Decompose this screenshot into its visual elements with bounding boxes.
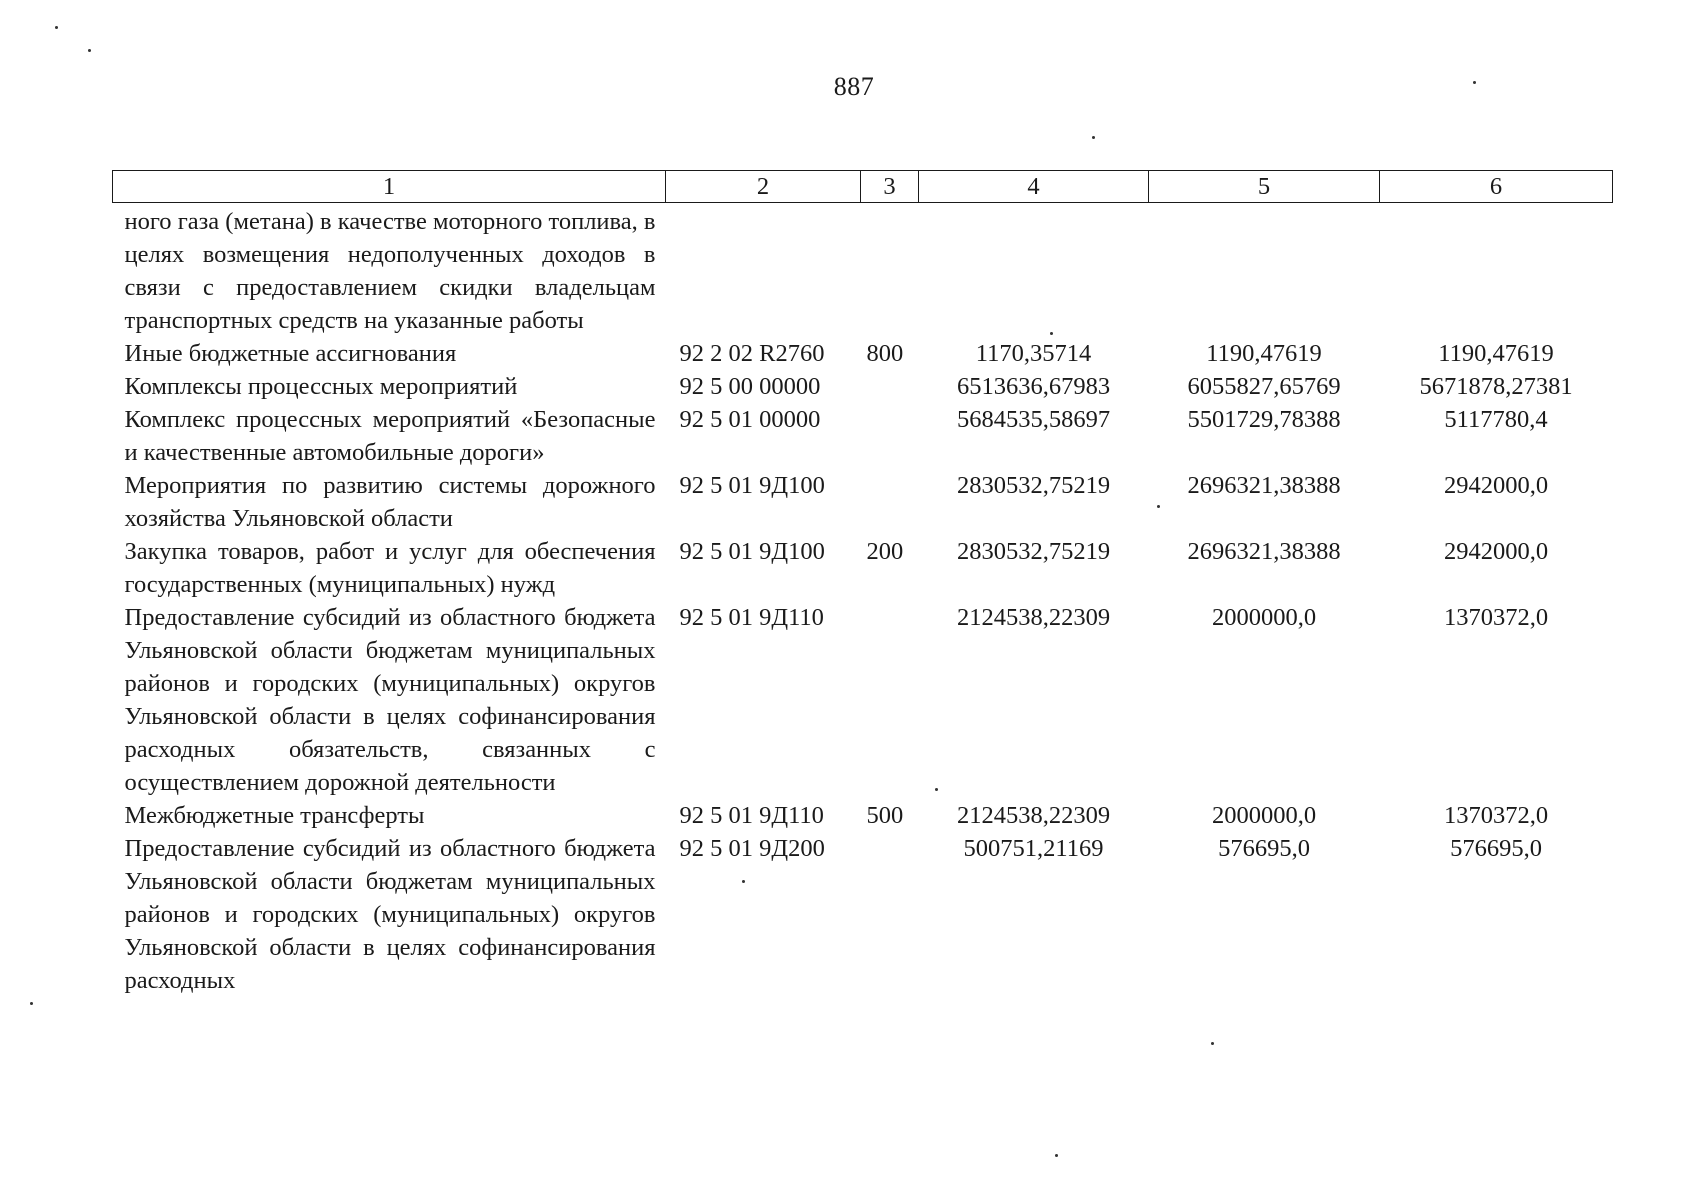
budget-table bbox=[112, 170, 1613, 997]
row-amount-col5 bbox=[1149, 203, 1380, 338]
scan-speck bbox=[742, 880, 745, 883]
row-amount-col5: 2696321,38388 bbox=[1187, 538, 1341, 565]
row-amount-col5: 2000000,0 bbox=[1211, 604, 1317, 631]
table-row bbox=[113, 370, 1613, 403]
row-code bbox=[666, 203, 861, 338]
scan-speck bbox=[935, 788, 938, 791]
table-row bbox=[113, 601, 1613, 799]
row-amount-col5: 2696321,38388 bbox=[1187, 472, 1341, 499]
row-amount-col5: 576695,0 bbox=[1218, 835, 1310, 862]
row-description: Иные бюджетные ассигнования bbox=[124, 340, 457, 367]
row-amount-col4: 2830532,75219 bbox=[956, 538, 1111, 565]
row-amount-col6: 5117780,4 bbox=[1444, 406, 1548, 433]
column-header: 3 bbox=[861, 171, 919, 203]
row-amount-col4: 5684535,58697 bbox=[956, 406, 1111, 433]
row-code: 92 5 01 9Д100 bbox=[679, 472, 825, 499]
row-amount-col4: 1170,35714 bbox=[975, 340, 1092, 367]
row-amount-col5: 2000000,0 bbox=[1211, 802, 1317, 829]
row-amount-col4 bbox=[919, 203, 1149, 338]
table-row bbox=[113, 469, 1613, 535]
row-description: Закупка товаров, работ и услуг для обеспечения государственных (муниципальных) нужд bbox=[124, 538, 656, 598]
row-amount-col6: 2942000,0 bbox=[1443, 472, 1549, 499]
scan-speck bbox=[1473, 81, 1476, 84]
row-expense-type bbox=[861, 370, 919, 403]
column-header: 5 bbox=[1149, 171, 1380, 203]
row-amount-col6: 1370372,0 bbox=[1443, 604, 1549, 631]
table-row bbox=[113, 203, 1613, 338]
row-amount-col5: 6055827,65769 bbox=[1187, 373, 1341, 400]
row-expense-type: 200 bbox=[866, 538, 904, 565]
scan-speck bbox=[1211, 1042, 1214, 1045]
scan-speck bbox=[1050, 332, 1053, 335]
row-amount-col5: 5501729,78388 bbox=[1187, 406, 1341, 433]
row-code: 92 5 01 9Д110 bbox=[679, 802, 824, 829]
row-expense-type bbox=[861, 601, 919, 799]
row-expense-type bbox=[861, 203, 919, 338]
row-amount-col6: 1370372,0 bbox=[1443, 802, 1549, 829]
table-row bbox=[113, 832, 1613, 997]
row-amount-col4: 2830532,75219 bbox=[956, 472, 1111, 499]
row-amount-col4: 2124538,22309 bbox=[956, 802, 1111, 829]
row-description: Мероприятия по развитию системы дорожного хозяйства Ульяновской области bbox=[124, 472, 656, 532]
row-description: Предоставление субсидий из областного бюджета Ульяновской области бюджетам муниципальных районов и городских (муниципальных) округов Ульяновской области в целях софинансирования расходных обязательств, связанных с осуществлением дорожной деятельности bbox=[124, 604, 656, 796]
table-row bbox=[113, 535, 1613, 601]
table-row bbox=[113, 799, 1613, 832]
row-code: 92 2 02 R2760 bbox=[679, 340, 825, 367]
row-amount-col6: 576695,0 bbox=[1450, 835, 1542, 862]
row-code: 92 5 01 9Д110 bbox=[679, 604, 824, 631]
column-header: 4 bbox=[919, 171, 1149, 203]
row-amount-col6: 5671878,27381 bbox=[1419, 373, 1573, 400]
column-header: 1 bbox=[113, 171, 666, 203]
row-expense-type: 800 bbox=[866, 340, 904, 367]
table-row bbox=[113, 337, 1613, 370]
row-amount-col6: 2942000,0 bbox=[1443, 538, 1549, 565]
row-amount-col5: 1190,47619 bbox=[1206, 340, 1322, 367]
row-description: Межбюджетные трансферты bbox=[124, 802, 425, 829]
row-expense-type bbox=[861, 469, 919, 535]
row-description: ного газа (метана) в качестве моторного топлива, в целях возмещения недополученных доходов в связи с предоставлением скидки владельцам транспортных средств на указанные работы bbox=[124, 208, 656, 334]
column-header: 2 bbox=[666, 171, 861, 203]
scan-speck bbox=[30, 1002, 33, 1005]
row-code: 92 5 01 9Д100 bbox=[679, 538, 825, 565]
row-code: 92 5 01 9Д200 bbox=[679, 835, 825, 862]
scan-speck bbox=[1055, 1154, 1058, 1157]
row-expense-type: 500 bbox=[866, 802, 904, 829]
column-number-row bbox=[113, 171, 1613, 203]
row-description: Комплексы процессных мероприятий bbox=[124, 373, 518, 400]
row-code: 92 5 00 00000 bbox=[679, 373, 821, 400]
table-row bbox=[113, 403, 1613, 469]
row-amount-col4: 2124538,22309 bbox=[956, 604, 1111, 631]
scan-speck bbox=[1157, 505, 1160, 508]
scan-speck bbox=[55, 26, 58, 29]
row-amount-col6 bbox=[1380, 203, 1613, 338]
page-number: 887 bbox=[833, 72, 875, 101]
row-amount-col4: 500751,21169 bbox=[963, 835, 1104, 862]
scan-speck bbox=[88, 49, 91, 52]
row-description: Комплекс процессных мероприятий «Безопасные и качественные автомобильные дороги» bbox=[124, 406, 656, 466]
row-amount-col4: 6513636,67983 bbox=[956, 373, 1111, 400]
column-header: 6 bbox=[1380, 171, 1613, 203]
row-expense-type bbox=[861, 403, 919, 469]
row-amount-col6: 1190,47619 bbox=[1438, 340, 1554, 367]
scan-speck bbox=[1092, 136, 1095, 139]
row-expense-type bbox=[861, 832, 919, 997]
row-description: Предоставление субсидий из областного бюджета Ульяновской области бюджетам муниципальных районов и городских (муниципальных) округов Ульяновской области в целях софинансирования расходных bbox=[124, 835, 656, 994]
row-code: 92 5 01 00000 bbox=[679, 406, 821, 433]
